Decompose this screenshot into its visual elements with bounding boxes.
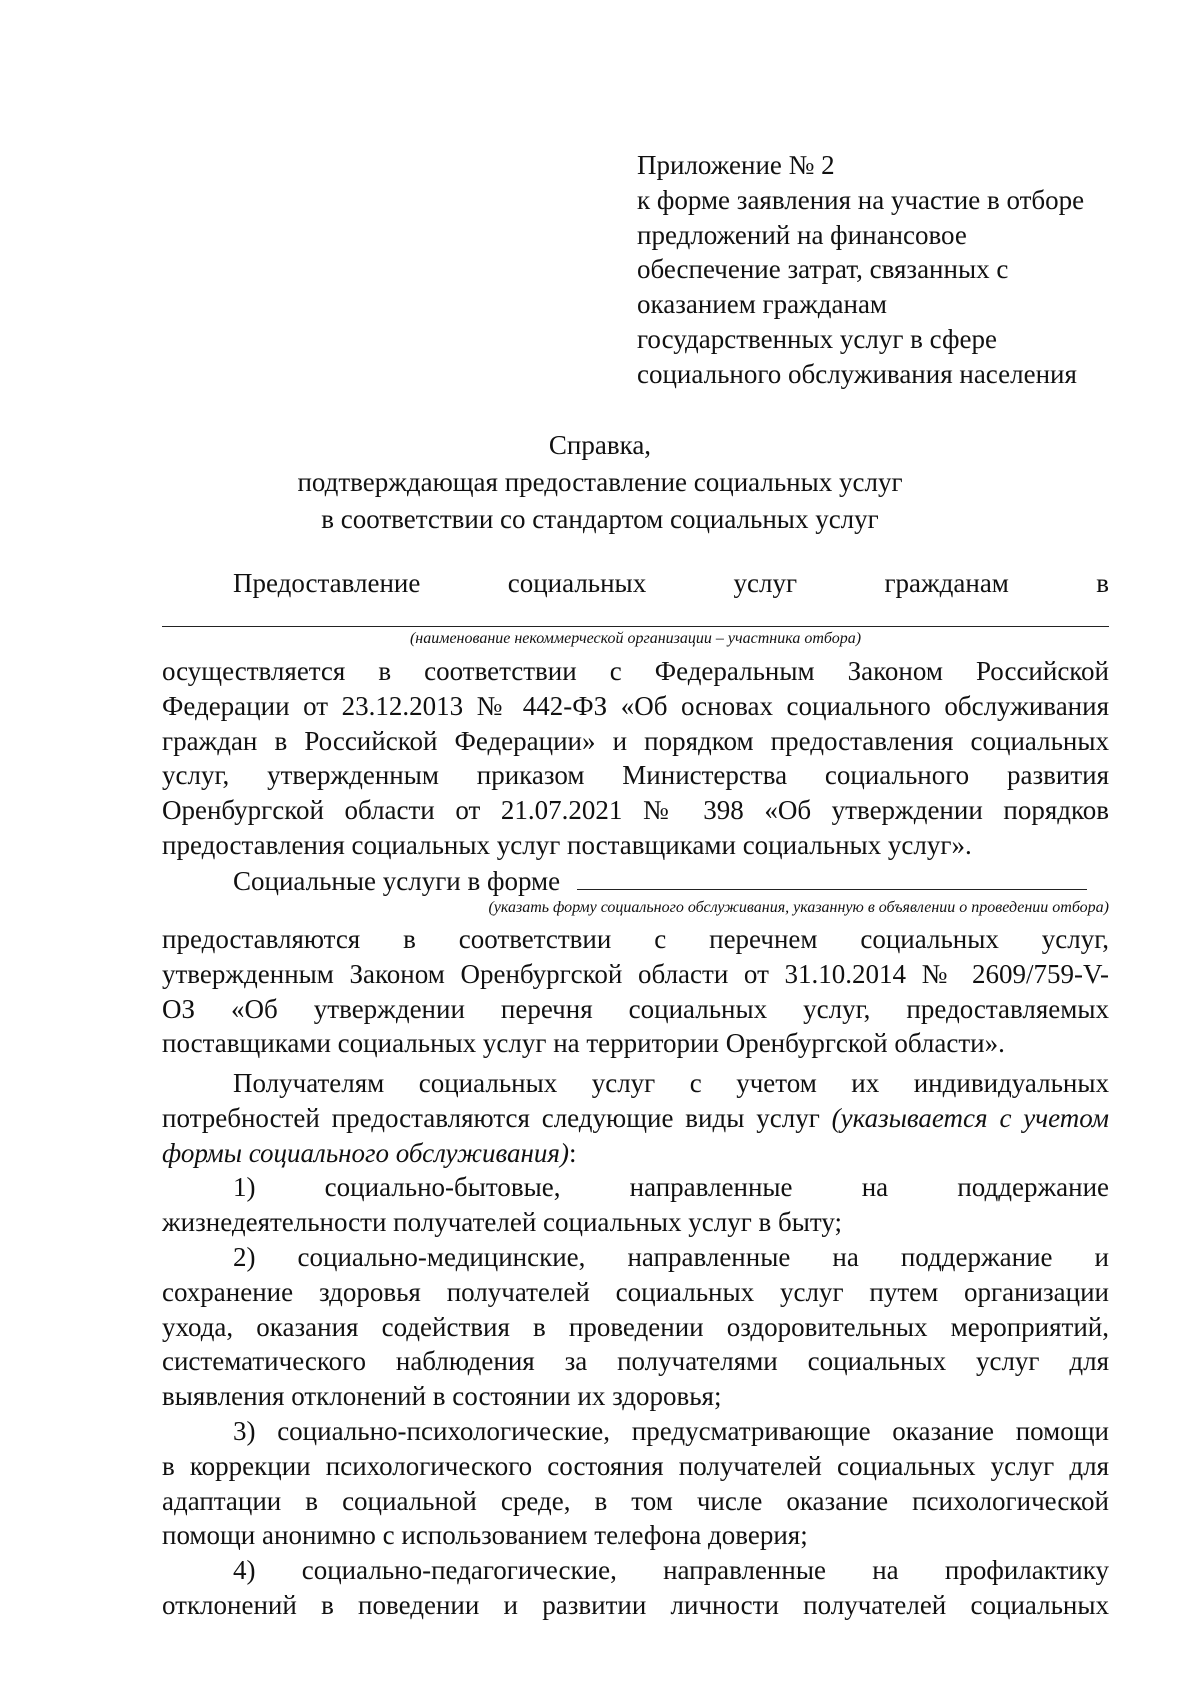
- paragraph-line: Федерации от 23.12.2013 № 442-ФЗ «Об основах социального обслуживания: [162, 690, 1109, 721]
- paragraph-line: выявления отклонений в состоянии их здоровья;: [162, 1381, 722, 1412]
- paragraph-line: осуществляется в соответствии с Федеральным Законом Российской: [162, 656, 1109, 686]
- appendix-line: социального обслуживания населения: [637, 358, 1077, 389]
- intro-paragraph: [162, 654, 1109, 863]
- paragraph-line: Оренбургской области от 21.07.2021 № 398 «Об утверждении порядков: [162, 795, 1109, 826]
- appendix-line: к форме заявления на участие в отборе: [637, 184, 1085, 215]
- paragraph-line: граждан в Российской Федерации» и порядком предоставления социальных: [162, 725, 1109, 756]
- paragraph-line: [162, 1136, 1109, 1171]
- intro-first-line: [162, 566, 1109, 601]
- organization-caption: (наименование некоммерческой организации – участника отбора): [409, 630, 862, 647]
- paragraph-line: сохранение здоровья получателей социальных услуг путем организации: [162, 1276, 1109, 1307]
- paragraph-line: ОЗ «Об утверждении перечня социальных услуг, предоставляемых: [162, 993, 1109, 1024]
- paragraph-line: адаптации в социальной среде, в том числе оказание психологической: [162, 1485, 1109, 1516]
- list-item: [162, 1170, 1109, 1240]
- intro-word: социальных: [507, 568, 647, 598]
- paragraph-line: утвержденным Законом Оренбургской области от 31.10.2014 № 2609/759-V-: [162, 958, 1109, 989]
- paragraph-line: предоставления социальных услуг поставщиками социальных услуг».: [162, 829, 972, 860]
- list-item: [162, 1240, 1109, 1414]
- form-paragraph: [162, 922, 1109, 1061]
- paragraph-line: предоставляются в соответствии с перечнем социальных услуг,: [162, 924, 1109, 954]
- list-item: [162, 1414, 1109, 1553]
- paragraph-line: 3) социально-психологические, предусматривающие оказание помощи: [233, 1416, 1109, 1446]
- paragraph-line: ухода, оказания содействия в проведении оздоровительных мероприятий,: [162, 1311, 1109, 1342]
- organization-blank-line: [162, 602, 1109, 627]
- title-line-2: подтверждающая предоставление социальных услуг: [297, 467, 903, 497]
- appendix-line: оказанием гражданам: [637, 289, 888, 320]
- organization-field: [162, 602, 1109, 649]
- appendix-line: предложений на финансовое: [637, 219, 967, 250]
- title-line-3: в соответствии со стандартом социальных услуг: [321, 504, 879, 534]
- paragraph-line: 1) социально-бытовые, направленные на поддержание: [233, 1172, 1109, 1202]
- paragraph-line: Получателям социальных услуг с учетом их индивидуальных: [233, 1068, 1109, 1098]
- paragraph-line: помощи анонимно с использованием телефона доверия;: [162, 1520, 808, 1551]
- intro-word: Предоставление: [233, 568, 421, 598]
- recipients-text: потребностей предоставляются следующие виды услуг: [162, 1102, 832, 1133]
- title-line-1: Справка,: [548, 430, 652, 460]
- appendix-header: [637, 148, 1107, 392]
- recipients-note: (указывается с учетом: [831, 1102, 1109, 1133]
- appendix-number: Приложение № 2: [637, 150, 835, 180]
- document-title: [0, 427, 1200, 538]
- appendix-line: государственных услуг в сфере: [637, 323, 997, 354]
- paragraph-line: поставщиками социальных услуг на территории Оренбургской области».: [162, 1028, 1005, 1059]
- intro-word: в: [1096, 568, 1109, 598]
- recipients-note: формы социального обслуживания): [162, 1137, 569, 1168]
- appendix-line: обеспечение затрат, связанных с: [637, 254, 1009, 285]
- paragraph-line: 4) социально-педагогические, направленные на профилактику: [233, 1555, 1109, 1585]
- service-form-blank-line: [577, 865, 1087, 890]
- service-form-line: [162, 864, 1109, 899]
- paragraph-line: услуг, утвержденным приказом Министерства социального развития: [162, 760, 1109, 791]
- paragraph-line: систематического наблюдения за получателями социальных услуг для: [162, 1346, 1109, 1377]
- recipients-paragraph: [162, 1066, 1109, 1170]
- recipients-colon: :: [568, 1137, 577, 1168]
- paragraph-line: 2) социально-медицинские, направленные на поддержание и: [233, 1242, 1109, 1272]
- list-item: [162, 1553, 1109, 1623]
- service-form-caption: (указать форму социального обслуживания, указанную в объявлении о проведении отбора): [488, 899, 1109, 916]
- paragraph-line: жизнедеятельности получателей социальных услуг в быту;: [162, 1206, 843, 1237]
- intro-word: услуг: [733, 568, 798, 598]
- paragraph-line: в коррекции психологического состояния получателей социальных услуг для: [162, 1450, 1109, 1481]
- service-form-caption-row: [162, 898, 1109, 918]
- paragraph-line: отклонений в поведении и развитии личности получателей социальных: [162, 1589, 1109, 1620]
- intro-word: гражданам: [884, 568, 1009, 598]
- paragraph-line: [162, 1101, 1109, 1136]
- service-form-label: Социальные услуги в форме: [233, 866, 561, 896]
